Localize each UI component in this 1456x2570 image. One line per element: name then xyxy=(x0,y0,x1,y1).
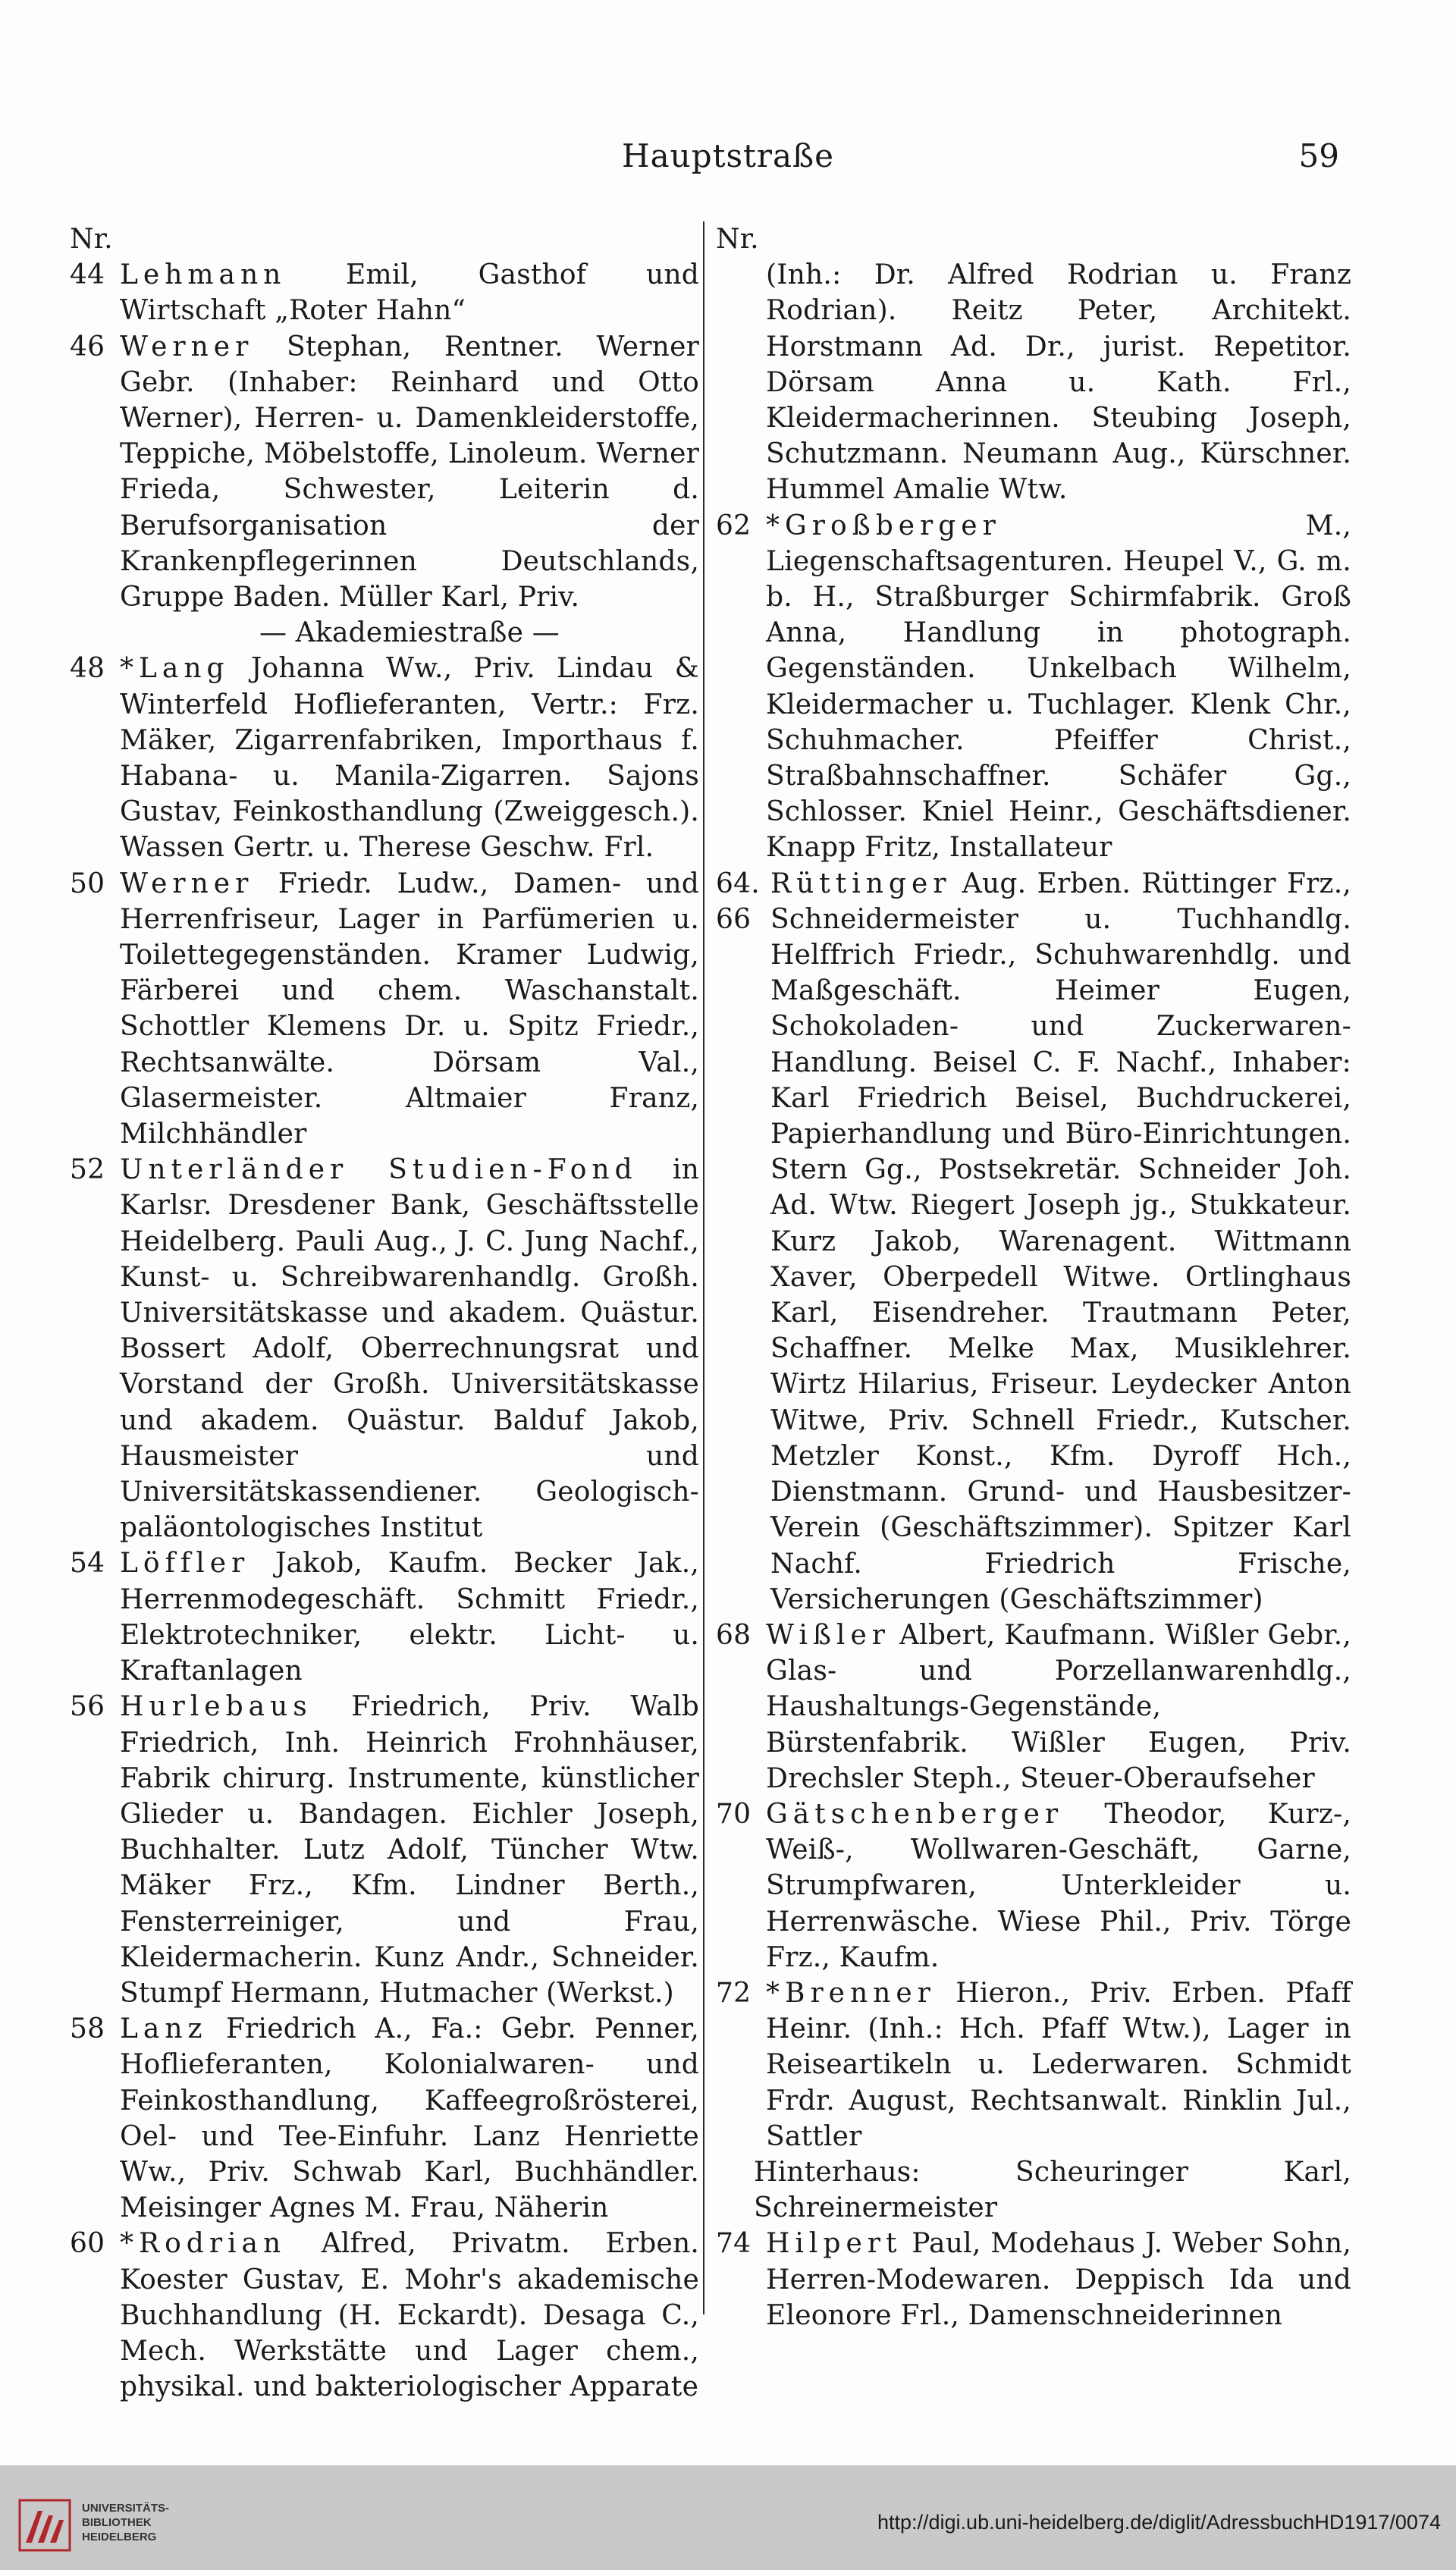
library-name-line: HEIDELBERG xyxy=(82,2531,157,2543)
entry-name: *Großberger xyxy=(766,510,1001,541)
house-number: 62 xyxy=(716,510,752,541)
directory-entry xyxy=(716,1975,1351,2154)
right-column-label: Nr. xyxy=(716,224,759,255)
entry-name: *Brenner xyxy=(766,1977,936,2009)
right-column xyxy=(716,221,1351,2333)
house-number: 68 xyxy=(716,1619,752,1651)
directory-entry xyxy=(716,508,1351,866)
directory-entry xyxy=(716,1796,1351,1975)
page-number: 59 xyxy=(1298,137,1339,174)
entry-text: Friedrich, Priv. Walb Friedrich, Inh. Heinrich Frohnhäuser, Fabrik chirurg. Instrumente, künstlicher Glieder u. Bandagen. Eichler Joseph, Buchhalter. Lutz Adolf, Tüncher Wtw. Mäker Frz., Kfm. Lindner Berth., Fensterreiniger, und Frau, Kleidermacherin. Kunz Andr., Schneider. Stumpf Hermann, Hutmacher (Werkst.) xyxy=(120,1691,699,2009)
entry-name: Rüttinger xyxy=(770,868,952,899)
entry-text: Stephan, Rentner. Werner Gebr. (Inhaber: Reinhard und Otto Werner), Herren- u. Damenkleiderstoffe, Teppiche, Möbelstoffe, Linoleum. Werner Frieda, Schwester, Leiterin d. Berufsorganisation der Krankenpflegerinnen Deutschlands, Gruppe Baden. Müller Karl, Priv. xyxy=(120,331,699,613)
entry-name: Werner xyxy=(120,868,254,899)
cross-street-heading: — Akademiestraße — xyxy=(259,617,560,649)
source-url[interactable]: http://digi.ub.uni-heidelberg.de/diglit/AdressbuchHD1917/0074 xyxy=(877,2511,1441,2534)
house-number: 74 xyxy=(716,2228,752,2260)
entry-text: M., Liegenschaftsagenturen. Heupel V., G. m. b. H., Straßburger Schirmfabrik. Groß Anna, Handlung in photograph. Gegenständen. Unkelbach Wilhelm, Kleidermacher u. Tuchlager. Klenk Chr., Schuhmacher. Pfeiffer Christ., Straßbahnschaffner. Schäfer Gg., Schlosser. Kniel Heinr., Geschäftsdiener. Knapp Fritz, Installateur xyxy=(766,510,1351,864)
entry-text: Friedr. Ludw., Damen- und Herrenfriseur, Lager in Parfümerien u. Toilettegegenständen. Kramer Ludwig, Färberei und chem. Waschanstalt. Schottler Klemens Dr. u. Spitz Friedr., Rechtsanwälte. Dörsam Val., Glasermeister. Altmaier Franz, Milchhändler xyxy=(120,868,699,1150)
entry-name: Löffler xyxy=(120,1548,250,1580)
directory-entry xyxy=(70,257,699,328)
house-number: 46 xyxy=(70,331,105,362)
directory-entry xyxy=(70,2011,699,2226)
house-number: 52 xyxy=(70,1154,105,1186)
directory-entry xyxy=(716,2226,1351,2333)
house-number: 60 xyxy=(70,2228,105,2260)
entry-text: Albert, Kaufmann. Wißler Gebr., Glas- und Porzellanwarenhdlg., Haushaltungs-Gegenstände, Bürstenfabrik. Wißler Eugen, Priv. Drechsler Steph., Steuer-Oberaufseher xyxy=(766,1619,1351,1794)
house-number: 54 xyxy=(70,1548,105,1580)
rear-building-entry: Hinterhaus: Scheuringer Karl, Schreinermeister xyxy=(754,2156,1351,2224)
entry-name: Lehmann xyxy=(120,259,287,291)
entry-name: Hilpert xyxy=(766,2228,902,2260)
house-number: 58 xyxy=(70,2013,105,2045)
entry-name: *Lang xyxy=(120,653,230,685)
house-number: 64. 66 xyxy=(716,868,760,935)
library-name-line: UNIVERSITÄTS- xyxy=(82,2502,170,2515)
library-logo-icon xyxy=(15,2496,74,2555)
house-number: 56 xyxy=(70,1691,105,1723)
left-column-label: Nr. xyxy=(70,224,113,255)
directory-entry xyxy=(716,1618,1351,1796)
house-number: 50 xyxy=(70,868,105,899)
entry-name: Wißler xyxy=(766,1619,890,1651)
entry-text: Johanna Ww., Priv. Lindau & Winterfeld Hoflieferanten, Vertr.: Frz. Mäker, Zigarrenfabriken, Importhaus f. Habana- u. Manila-Zigarren. Sajons Gustav, Feinkosthandlung (Zweiggesch.). Wassen Gertr. u. Therese Geschw. Frl. xyxy=(120,653,699,864)
entry-text: Aug. Erben. Rüttinger Frz., Schneidermeister u. Tuchhandlg. Helffrich Friedr., Schuhwarenhdlg. und Maßgeschäft. Heimer Eugen, Schokoladen- und Zuckerwaren-Handlung. Beisel C. F. Nachf., Inhaber: Karl Friedrich Beisel, Buchdruckerei, Papierhandlung und Büro-Einrichtungen. Stern Gg., Postsekretär. Schneider Joh. Ad. Wtw. Riegert Joseph jg., Stukkateur. Kurz Jakob, Warenagent. Wittmann Xaver, Oberpedell Witwe. Ortlinghaus Karl, Eisendreher. Trautmann Peter, Schaffner. Melke Max, Musiklehrer. Wirtz Hilarius, Friseur. Leydecker Anton Witwe, Priv. Schnell Friedr., Kutscher. Metzler Konst., Kfm. Dyroff Hch., Dienstmann. Grund- und Hausbesitzer-Verein (Geschäftszimmer). Spitzer Karl Nachf. Friedrich Frische, Versicherungen (Geschäftszimmer) xyxy=(770,868,1351,1615)
directory-entry xyxy=(70,1689,699,2011)
library-name-line: BIBLIOTHEK xyxy=(82,2516,152,2529)
library-name xyxy=(82,2501,169,2544)
entry-text: (Inh.: Dr. Alfred Rodrian u. Franz Rodrian). Reitz Peter, Architekt. Horstmann Ad. Dr., jurist. Repetitor. Dörsam Anna u. Kath. Frl., Kleidermacherinnen. Steubing Joseph, Schutzmann. Neumann Aug., Kürschner. Hummel Amalie Wtw. xyxy=(766,259,1351,506)
entry-name: Hurlebaus xyxy=(120,1691,312,1723)
page-title: Hauptstraße xyxy=(622,137,834,174)
entry-text: Hieron., Priv. Erben. Pfaff Heinr. (Inh.: Hch. Pfaff Wtw.), Lager in Reiseartikeln u. Lederwaren. Schmidt Frdr. August, Rechtsanwalt. Rinklin Jul., Sattler xyxy=(766,1977,1351,2152)
directory-entry xyxy=(70,651,699,865)
entry-text: in Karlsr. Dresdener Bank, Geschäftsstelle Heidelberg. Pauli Aug., J. C. Jung Nachf., Kunst- u. Schreibwarenhandlg. Großh. Universitätskasse und akadem. Quästur. Bossert Adolf, Oberrechnungsrat und Vorstand der Großh. Universitätskasse und akadem. Quästur. Balduf Jakob, Hausmeister und Universitätskassendiener. Geologisch-paläontologisches Institut xyxy=(120,1154,699,1544)
entry-text: Theodor, Kurz-, Weiß-, Wollwaren-Geschäft, Garne, Strumpfwaren, Unterkleider u. Herrenwäsche. Wiese Phil., Priv. Törge Frz., Kaufm. xyxy=(766,1798,1351,1973)
column-divider xyxy=(703,221,704,2314)
directory-entry xyxy=(70,329,699,616)
directory-entry xyxy=(716,866,1351,1618)
page-header xyxy=(0,133,1456,179)
entry-name: Gätschenberger xyxy=(766,1798,1064,1830)
house-number: 70 xyxy=(716,1798,752,1830)
entry-name: Unterländer Studien-Fond xyxy=(120,1154,638,1186)
directory-entry xyxy=(70,2226,699,2405)
directory-entry xyxy=(70,1152,699,1545)
left-column xyxy=(70,221,699,2405)
entry-name: Lanz xyxy=(120,2013,208,2045)
directory-entry xyxy=(70,1545,699,1689)
entry-text: Alfred, Privatm. Erben. Koester Gustav, E. Mohr's akademische Buchhandlung (H. Eckardt). Desaga C., Mech. Werkstätte und Lager chem., physikal. und bakteriologischer Apparate xyxy=(120,2228,699,2403)
entry-name: Werner xyxy=(120,331,254,362)
house-number: 44 xyxy=(70,259,105,291)
house-number: 48 xyxy=(70,653,105,685)
footer-bar xyxy=(0,2465,1456,2570)
directory-entry xyxy=(70,866,699,1153)
entry-text: Paul, Modehaus J. Weber Sohn, Herren-Modewaren. Deppisch Ida und Eleonore Frl., Damenschneiderinnen xyxy=(766,2228,1351,2331)
entry-text: Jakob, Kaufm. Becker Jak., Herrenmodegeschäft. Schmitt Friedr., Elektrotechniker, elektr. Licht- u. Kraftanlagen xyxy=(120,1548,699,1687)
entry-text: Emil, Gasthof und Wirtschaft „Roter Hahn“ xyxy=(120,259,699,327)
house-number: 72 xyxy=(716,1977,752,2009)
entry-text: Friedrich A., Fa.: Gebr. Penner, Hoflieferanten, Kolonialwaren- und Feinkosthandlung, Kaffeegroßrösterei, Oel- und Tee-Einfuhr. Lanz Henriette Ww., Priv. Schwab Karl, Buchhändler. Meisinger Agnes M. Frau, Näherin xyxy=(120,2013,699,2224)
entry-name: *Rodrian xyxy=(120,2228,287,2260)
continued-entry xyxy=(716,257,1351,507)
